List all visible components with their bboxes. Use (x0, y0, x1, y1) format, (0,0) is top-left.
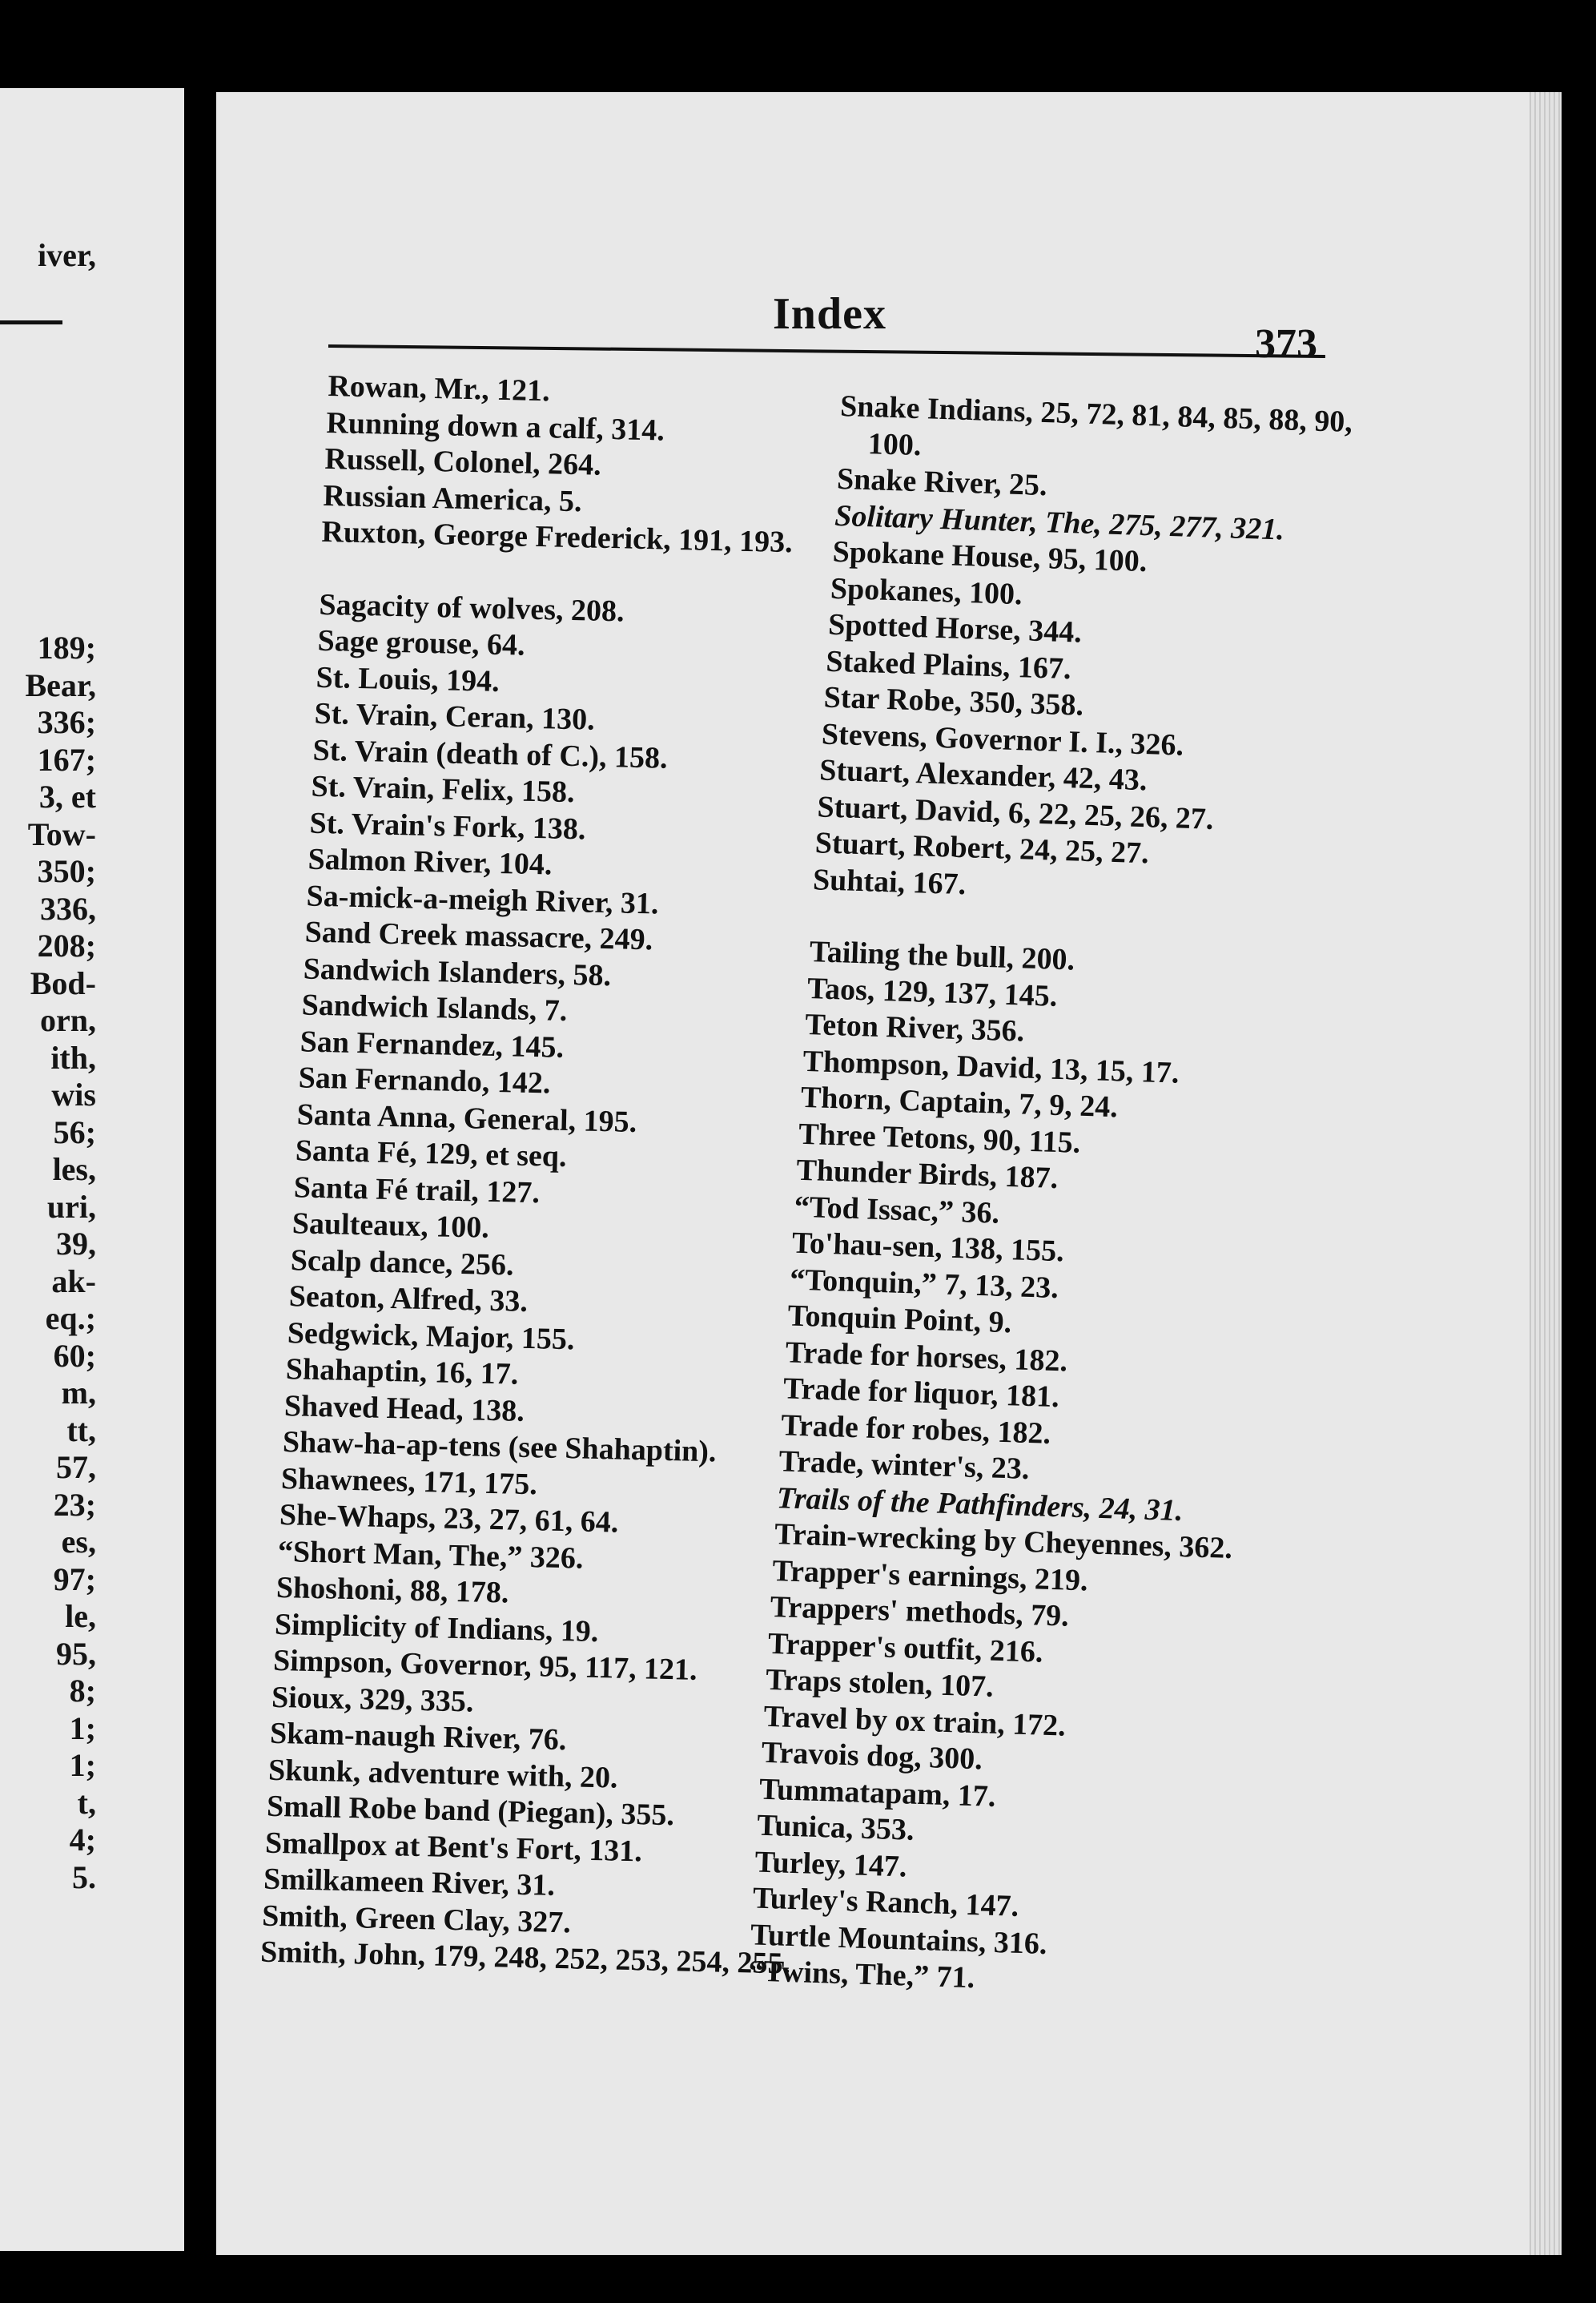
index-entry: “Short Man, The,” 326. (277, 1534, 584, 1576)
left-page-fragment: eq.; (45, 1300, 96, 1336)
left-page-fragment: Bod- (30, 964, 96, 1001)
index-entry: Train-wrecking by Cheyennes, 362. (774, 1517, 1233, 1566)
index-entry: Tunica, 353. (756, 1808, 915, 1847)
index-entry: Turley's Ranch, 147. (752, 1881, 1019, 1923)
left-page-fragment: Tow- (27, 815, 96, 852)
left-page-fragment: ith, (50, 1039, 96, 1076)
index-entry: Taos, 129, 137, 145. (806, 971, 1058, 1013)
index-entry: Stuart, David, 6, 22, 25, 26, 27. (816, 789, 1215, 836)
left-page-fragment: les, (52, 1151, 96, 1187)
left-page-fragment: wis (51, 1077, 96, 1113)
left-page-fragment: 57, (56, 1449, 96, 1485)
left-page-fragment: 39, (56, 1226, 96, 1262)
index-entry: Rowan, Mr., 121. (328, 368, 551, 409)
index-entry: St. Vrain (death of C.), 158. (312, 733, 668, 775)
left-page-fragment: 208; (37, 928, 96, 964)
index-entry: Sedgwick, Major, 155. (287, 1315, 575, 1356)
index-entry: Trapper's outfit, 216. (767, 1626, 1044, 1669)
index-entry: Spokane House, 95, 100. (832, 534, 1148, 579)
index-entry: Russian America, 5. (323, 478, 582, 518)
left-page-fragment: 1; (69, 1747, 96, 1783)
index-entry: Running down a calf, 314. (326, 405, 665, 448)
index-entry: Trade for liquor, 181. (782, 1371, 1060, 1415)
index-entry: Russell, Colonel, 264. (324, 441, 602, 482)
header-rule (328, 344, 1325, 358)
index-entry: Seaton, Alfred, 33. (288, 1279, 529, 1319)
index-entry: Thompson, David, 13, 15, 17. (802, 1044, 1180, 1090)
index-entry: St. Louis, 194. (316, 660, 501, 699)
index-entry: Snake Indians, 25, 72, 81, 84, 85, 88, 90, 100. (839, 389, 1361, 462)
index-entry: Saulteaux, 100. (291, 1206, 490, 1245)
index-entry: Spotted Horse, 344. (827, 607, 1083, 650)
index-entry: Sandwich Islands, 7. (301, 988, 568, 1028)
index-entry: Traps stolen, 107. (765, 1662, 995, 1704)
index-entry: Santa Anna, General, 195. (296, 1097, 637, 1139)
index-entry: “Tod Issac,” 36. (794, 1190, 1000, 1230)
index-entry: Travel by ox train, 172. (763, 1699, 1067, 1743)
index-column-right (747, 389, 1361, 2007)
left-page-fragment: 167; (37, 741, 96, 778)
left-page-fragment: 5. (72, 1858, 96, 1895)
left-page-fragment: 8; (69, 1673, 96, 1709)
left-page-fragment: ak- (51, 1262, 96, 1299)
index-entry: Simplicity of Indians, 19. (274, 1607, 599, 1649)
index-entry: San Fernando, 142. (298, 1061, 551, 1101)
index-entry: Shoshoni, 88, 178. (275, 1570, 509, 1610)
index-entry: Stuart, Robert, 24, 25, 27. (814, 826, 1150, 871)
index-entry: Santa Fé trail, 127. (293, 1170, 541, 1210)
right-page (216, 92, 1562, 2255)
index-entry: Skam-naugh River, 76. (269, 1716, 567, 1757)
index-entry: Teton River, 356. (804, 1008, 1025, 1049)
index-entry: St. Vrain, Ceran, 130. (314, 696, 596, 737)
index-entry: Travois dog, 300. (761, 1735, 983, 1777)
left-page-fragment: 3, et (38, 779, 96, 815)
index-entry: Sand Creek massacre, 249. (304, 915, 653, 957)
left-page-fragment: 95, (56, 1635, 96, 1672)
index-entry: Ruxton, George Frederick, 191, 193. (321, 514, 794, 560)
index-entry: Sandwich Islanders, 58. (303, 951, 612, 992)
index-entry: Small Robe band (Piegan), 355. (266, 1789, 675, 1833)
left-page-fragment: 336, (40, 890, 96, 927)
left-page-fragment: 56; (53, 1113, 96, 1150)
index-entry: Shahaptin, 16, 17. (285, 1352, 519, 1391)
left-page-fragment: 350; (37, 853, 96, 889)
index-entry: Spokanes, 100. (830, 571, 1023, 611)
index-entry: Sagacity of wolves, 208. (319, 587, 625, 628)
index-entry: Smilkameen River, 31. (263, 1862, 556, 1902)
index-entry: Shaw-ha-ap-tens (see Shahaptin). (282, 1425, 717, 1469)
index-entry: Stevens, Governor I. I., 326. (821, 716, 1184, 763)
index-entry: Solitary Hunter, The, 275, 277, 321. (834, 498, 1285, 546)
left-page-fragment: 60; (53, 1337, 96, 1374)
index-entry: St. Vrain's Fork, 138. (309, 806, 586, 846)
index-entry: To'hau-sen, 138, 155. (791, 1226, 1065, 1269)
left-page-fragment: 23; (53, 1486, 96, 1523)
left-page-fragment: uri, (46, 1188, 96, 1225)
page-number: 373 (1255, 321, 1317, 367)
left-page-fragment: 336; (37, 704, 96, 740)
index-entry: San Fernandez, 145. (300, 1024, 565, 1065)
left-page-edge (0, 88, 184, 2251)
index-entry: Sa-mick-a-meigh River, 31. (306, 879, 659, 921)
index-entry: Scalp dance, 256. (290, 1242, 515, 1282)
index-entry: Sage grouse, 64. (317, 623, 525, 662)
index-entry: Thorn, Captain, 7, 9, 24. (800, 1080, 1119, 1125)
index-entry: “Twins, The,” 71. (747, 1954, 975, 1995)
index-entry: Staked Plains, 167. (825, 644, 1072, 686)
index-entry: Smith, John, 179, 248, 252, 253, 254, 255. (259, 1935, 791, 1981)
index-entry: Turley, 147. (754, 1845, 908, 1883)
left-page-fragment: es, (61, 1524, 96, 1560)
left-page-fragment: m, (61, 1375, 96, 1411)
index-entry: Three Tetons, 90, 115. (798, 1117, 1081, 1160)
index-entry: Star Robe, 350, 358. (823, 680, 1084, 723)
page-stack-edge (1530, 92, 1562, 2255)
index-entry: Tummatapam, 17. (758, 1772, 997, 1814)
index-entry: Shawnees, 171, 175. (280, 1461, 538, 1501)
left-page-fragment: orn, (40, 1002, 96, 1038)
index-entry: Simpson, Governor, 95, 117, 121. (272, 1643, 698, 1687)
index-entry: Tonquin Point, 9. (787, 1298, 1012, 1340)
index-entry: Trade for horses, 182. (785, 1335, 1068, 1378)
index-entry: Trade, winter's, 23. (778, 1444, 1031, 1487)
left-page-fragment: le, (65, 1598, 96, 1634)
index-entry: Smallpox at Bent's Fort, 131. (264, 1826, 643, 1868)
index-entry: Turtle Mountains, 316. (750, 1917, 1048, 1961)
index-entry: Skunk, adventure with, 20. (267, 1753, 618, 1795)
index-entry: Stuart, Alexander, 42, 43. (818, 753, 1148, 798)
index-entry: Thunder Birds, 187. (795, 1153, 1059, 1195)
left-page-fragment: t, (77, 1784, 96, 1821)
left-page-fragment: Bear, (25, 666, 96, 703)
index-entry: She-Whaps, 23, 27, 61, 64. (279, 1497, 619, 1540)
index-entry: Salmon River, 104. (308, 842, 553, 882)
index-entry: “Tonquin,” 7, 13, 23. (789, 1262, 1059, 1305)
left-page-fragment: tt, (66, 1411, 96, 1448)
index-entry: Trapper's earnings, 219. (771, 1553, 1089, 1597)
index-entry: Sioux, 329, 335. (271, 1680, 474, 1719)
index-entry: Trails of the Pathfinders, 24, 31. (776, 1480, 1184, 1528)
left-page-header-rule (0, 320, 62, 324)
index-entry: Smith, Green Clay, 327. (261, 1898, 572, 1939)
index-entry: Santa Fé, 129, et seq. (295, 1133, 568, 1174)
left-page-fragment: 4; (69, 1822, 96, 1858)
index-entry: Suhtai, 167. (812, 862, 967, 901)
left-page-fragment: 1; (69, 1709, 96, 1746)
page-title: Index (773, 289, 886, 339)
left-page-fragment: iver, (38, 237, 96, 273)
left-page-fragment: 97; (53, 1560, 96, 1597)
index-entry: Trappers' methods, 79. (770, 1589, 1070, 1633)
index-entry: Tailing the bull, 200. (809, 935, 1075, 977)
index-entry: Trade for robes, 182. (780, 1407, 1051, 1451)
index-entry: St. Vrain, Felix, 158. (311, 769, 576, 810)
index-entry: Snake River, 25. (836, 461, 1048, 503)
left-page-fragment: 189; (37, 630, 96, 666)
index-entry: Shaved Head, 138. (283, 1388, 525, 1428)
